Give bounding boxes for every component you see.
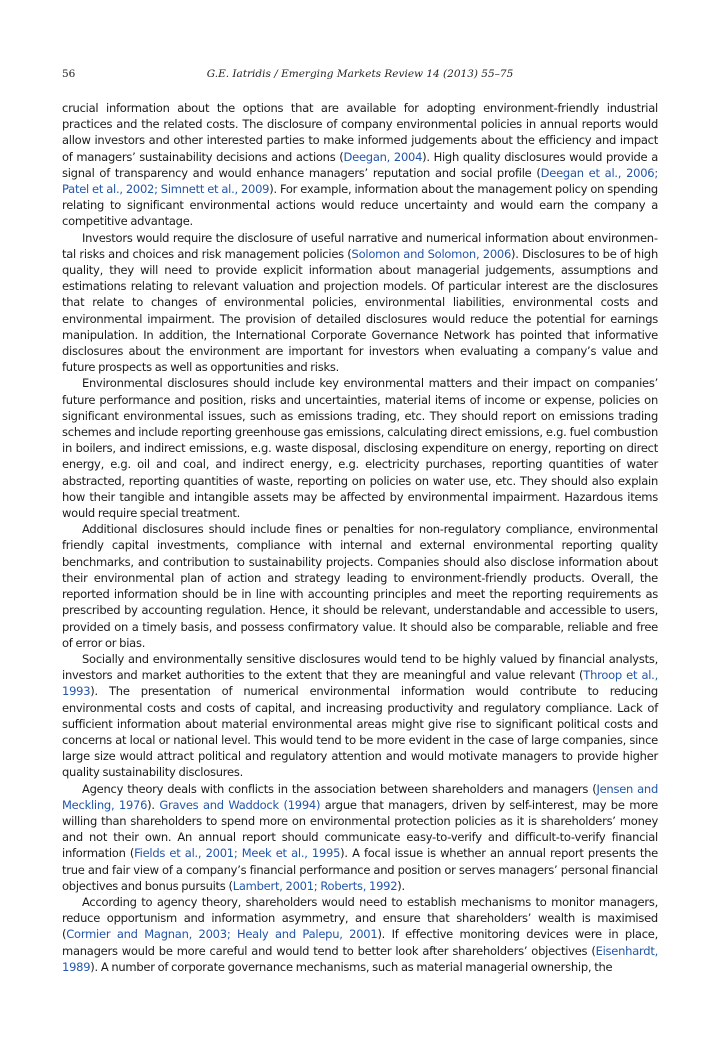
paragraph-text: Socially and environmentally sensitive disclosures would tend to be highly valued by financial analysts, investors and market authorities to the extent that they are meaningful and value relevant ( <box>62 651 658 683</box>
page-number: 56 <box>62 68 76 80</box>
citation-link[interactable]: Eisenhardt, 1989 <box>62 943 658 974</box>
running-head: G.E. Iatridis / Emerging Markets Review 14 (2013) 55–75 <box>206 68 514 80</box>
paragraph-text: ). Disclosures to be of high quality, they will need to provide explicit information about managerial judgements, assumptions and estimations relating to relevant valuation and projection models. Of particular interest are the disclosures that relate to changes of environmental policies, environmental liabilities, environmental costs and environmental impairment. The provision of detailed disclosures would reduce the potential for earnings manipulation. In addition, the International Corporate Governance Network has pointed that informative disclosures about the environment are important for investors when evaluating a company’s value and future prospects as well as opportunities and risks. <box>62 246 658 375</box>
paragraph-text: Investors would require the disclosure of useful narrative and numerical information about environmental risks and choices and risk management policies ( <box>62 230 658 261</box>
citation-link[interactable]: Deegan, 2004 <box>343 149 423 164</box>
paragraph-text: ). A number of corporate governance mechanisms, such as material managerial ownership, the <box>90 959 613 974</box>
article-body <box>62 100 658 975</box>
paragraph-text: crucial information about the options that are available for adopting environment-friendly industrial practices and the related costs. The disclosure of company environmental policies in annual reports would allow investors and other interested parties to make informed judgements about the efficiency and impact of managers’ sustainability decisions and actions ( <box>62 101 658 164</box>
paragraph <box>62 100 658 230</box>
citation-link[interactable]: Jensen and Meckling, 1976 <box>62 781 659 812</box>
paragraph-text: argue that managers, driven by self-interest, may be more willing than shareholders to spend more on environmental protection policies as it is shareholders’ money and not their own. An annual report should communicate easy-to-verify and difficult-to-verify financial information ( <box>62 797 658 861</box>
citation-link[interactable]: Deegan et al., 2006; Patel et al., 2002; Simnett et al., 2009 <box>62 165 659 197</box>
paragraph <box>62 651 658 781</box>
citation-link[interactable]: Solomon and Solomon, 2006 <box>351 246 512 261</box>
paragraph <box>62 781 658 894</box>
paragraph-text: According to agency theory, shareholders would need to establish mechanisms to monitor managers, reduce opportunism and information asymmetry, and ensure that shareholders’ wealth is maximised ( <box>62 894 658 942</box>
paragraph-text: ). <box>397 878 405 893</box>
paragraph <box>62 375 658 521</box>
citation-link[interactable]: Fields et al., 2001; Meek et al., 1995 <box>134 846 341 861</box>
paragraph-text: Agency theory deals with conflicts in the association between shareholders and managers ( <box>82 781 597 796</box>
paragraph <box>62 521 658 651</box>
citation-link[interactable]: Cormier and Magnan, 2003; Healy and Palepu, 2001 <box>66 927 378 942</box>
paragraph-text: Additional disclosures should include fines or penalties for non-regulatory compliance, environmental friendly capital investments, compliance with internal and external environmental reporting quality benchmarks, and contribution to sustainability projects. Companies should also disclose information about their environmental plan of action and strategy leading to environment-friendly products. Overall, the reported information should be in line with accounting principles and meet the reporting requirements as prescribed by accounting regulation. Hence, it should be relevant, understandable and accessible to users, provided on a timely basis, and possess confirmatory value. It should also be comparable, reliable and free of error or bias. <box>62 522 658 650</box>
paragraph <box>62 230 658 376</box>
page-header <box>62 68 658 84</box>
paragraph-text: ). The presentation of numerical environmental information would contribute to reducing environmental costs and costs of capital, and increasing productivity and regulatory compliance. Lack of sufficient information about material environmental areas might give rise to significant political costs and concerns at local or national level. This would tend to be more evident in the case of large companies, since large size would attract political and regulatory attention and would motivate managers to provide higher quality sustainability disclosures. <box>62 684 658 780</box>
citation-link[interactable]: Graves and Waddock (1994) <box>159 797 321 812</box>
paragraph-text: ). High quality disclosures would provide a signal of transparency and would enhance managers’ reputation and social profile ( <box>62 149 658 180</box>
paragraph-text: ). If effective monitoring devices were in place, managers would be more careful and would tend to better look after shareholders’ objectives ( <box>62 927 658 958</box>
citation-link[interactable]: Lambert, 2001; Roberts, 1992 <box>232 878 398 893</box>
paragraph <box>62 894 658 975</box>
paragraph-text: Environmental disclosures should include key environmental matters and their impact on companies’ future performance and position, risks and uncertainties, material items of income or expense, policies on significant environmental issues, such as emissions trading, etc. They should report on emissions trading schemes and include reporting greenhouse gas emissions, calculating direct emissions, e.g. fuel combustion in boilers, and indirect emissions, e.g. waste disposal, disclosing expenditure on energy, reporting on direct energy, e.g. oil and coal, and indirect energy, e.g. electricity purchases, reporting quantities of water abstracted, reporting quantities of waste, reporting on policies on water use, etc. They should also explain how their tangible and intangible assets may be affected by environmental impairment. Hazardous items would require special treatment. <box>62 376 658 521</box>
paragraph-text: ). <box>147 797 160 812</box>
paragraph-text: ). For example, information about the management policy on spending relating to significant environmental actions would reduce uncertainty and would earn the company a competitive advantage. <box>62 182 658 229</box>
citation-link[interactable]: Throop et al., 1993 <box>62 668 658 699</box>
paragraph-text: ). A focal issue is whether an annual report presents the true and fair view of a company’s financial performance and position or serves managers’ personal financial objectives and bonus pursuits ( <box>62 846 658 893</box>
